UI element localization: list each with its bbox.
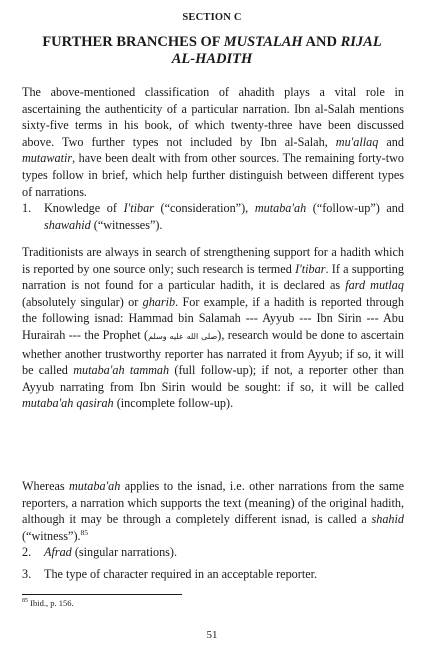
body-paragraph-itibar: Traditionists are always in search of strengthening support for a hadith which is reported by one source only; such research is termed I'tibar. If a supporting narration is not found for a particular hadith, it is declared as fard mutlaq (absolutely singular) or gharib. For example, if a hadith is reported through the following isnad: Hammad bin Salamah --- Ayyub --- Ibn Sirin --- Abu Hurairah --- the Prophet (صلى الله عليه وسلم), research would be done to ascertain whether another trustworthy reporter has narrated it from Ayyub; if so, it will be called mutaba'ah tammah (full follow-up); if not, a reporter other than Ayyub narrating from Ibn Sirin would be sought: if so, it will be called mutaba'ah qasirah (incomplete follow-up).	[22, 245, 405, 411]
page-number: 51	[206, 629, 218, 641]
footnote-divider	[22, 594, 182, 595]
list-item-text: Afrad (singular narrations).	[44, 545, 178, 559]
list-item-text: Knowledge of I'tibar (“consideration”), mutaba'ah (“follow-up”) and shawahid (“witnesses”).	[44, 201, 404, 232]
list-item-2	[22, 544, 404, 561]
page-heading: FURTHER BRANCHES OF MUSTALAH AND RIJAL AL-HADITH	[42, 34, 382, 67]
footnote-reference[interactable]: 85	[80, 527, 89, 537]
footnote	[22, 598, 74, 608]
footnote-number: 85	[22, 598, 28, 605]
list-number: 3.	[22, 567, 32, 581]
list-item-1	[22, 200, 404, 233]
list-item-3	[22, 566, 404, 583]
list-number: 2.	[22, 545, 32, 559]
section-label: SECTION C	[182, 12, 242, 23]
footnote-text: Ibid., p. 156.	[28, 598, 74, 608]
list-number: 1.	[22, 201, 32, 215]
intro-paragraph: The above-mentioned classification of ahadith plays a vital role in ascertaining the authenticity of a particular narration. Ibn al-Salah mentions sixty-five terms in his book, of which twenty-three have been discussed above. Two further types not included by Ibn al-Salah, mu'allaq and mutawatir, have been dealt with from other sources. The remaining forty-two types follow in brief, which help further distinguish between different types of narrations.	[22, 85, 404, 199]
body-paragraph-shahid: Whereas mutaba'ah applies to the isnad, i.e. other narrations from the same reporters, a narration which supports the text (meaning) of the original hadith, although it may be through a completely different isnad, is called a shahid (“witness”).$^{85}$	[22, 479, 404, 543]
list-item-text: The type of character required in an acceptable reporter.	[44, 567, 318, 581]
arabic-honorific: صلى الله عليه وسلم	[148, 331, 218, 341]
